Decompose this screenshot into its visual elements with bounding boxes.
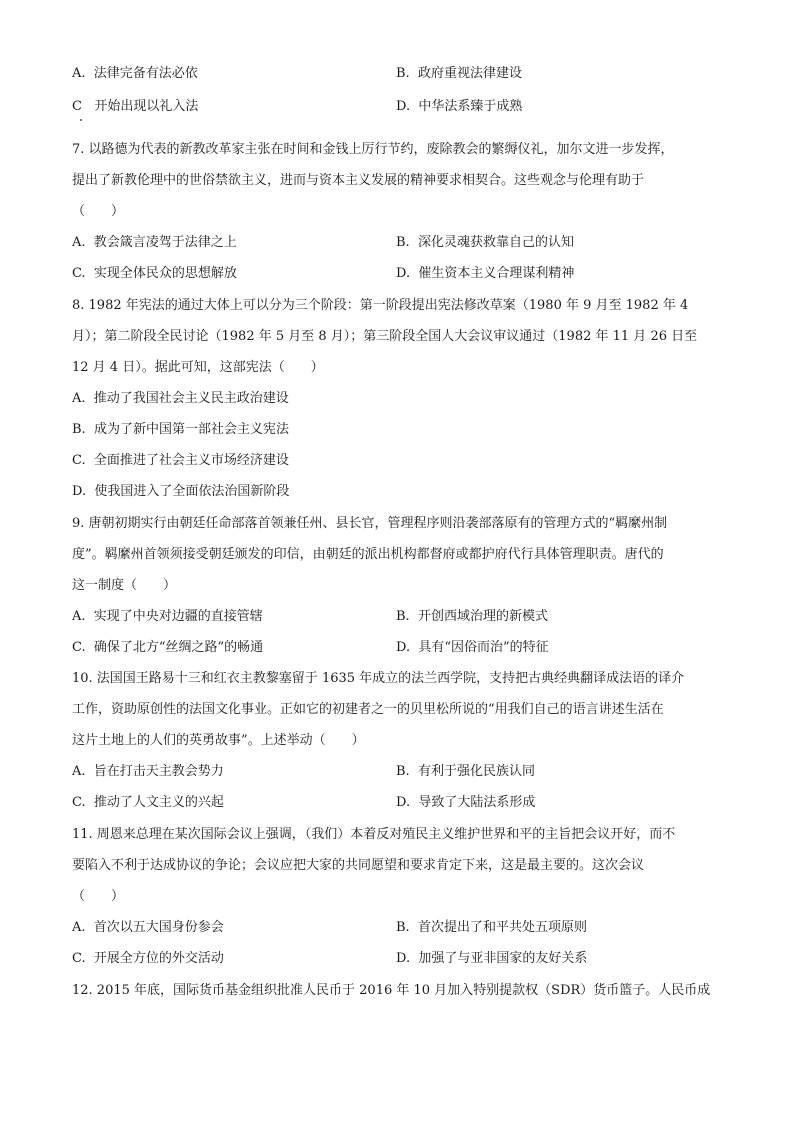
q8-option-c[interactable]: C. 全面推进了社会主义市场经济建设 <box>72 453 289 468</box>
q8-option-b[interactable]: B. 成为了新中国第一部社会主义宪法 <box>72 422 289 437</box>
q9-stem-line-2: 度”。羁縻州首领须接受朝廷颁发的印信，由朝廷的派出机构都督府或都护府代行具体管理职责。唐代的 <box>72 547 664 562</box>
q7-stem-line-2: 提出了新教伦理中的世俗禁欲主义，进而与资本主义发展的精神要求相契合。这些观念与伦理有助于 <box>72 173 645 188</box>
q9-stem-line-1: 9. 唐朝初期实行由朝廷任命部落首领兼任州、县长官，管理程序则沿袭部落原有的管理方式的“羁縻州制 <box>72 516 668 531</box>
q11-option-c[interactable]: C. 开展全方位的外交活动 <box>72 951 224 966</box>
q12-stem-line-1: 12. 2015 年底，国际货币基金组织批准人民币于 2016 年 10 月加入特别提款权（SDR）货币篮子。人民币成 <box>72 983 711 998</box>
q11-option-a[interactable]: A. 首次以五大国身份参会 <box>72 920 224 935</box>
q11-option-d[interactable]: D. 加强了与亚非国家的友好关系 <box>396 951 588 966</box>
q9-option-b[interactable]: B. 开创西域治理的新模式 <box>396 609 548 624</box>
q9-option-a[interactable]: A. 实现了中央对边疆的直接管辖 <box>72 609 263 624</box>
q9-option-c[interactable]: C. 确保了北方“丝绸之路”的畅通 <box>72 640 264 655</box>
q8-stem-line-1: 8. 1982 年宪法的通过大体上可以分为三个阶段：第一阶段提出宪法修改草案（1980 年 9 月至 1982 年 4 <box>72 298 689 313</box>
q8-option-d[interactable]: D. 使我国进入了全面依法治国新阶段 <box>72 484 290 499</box>
q9-option-d[interactable]: D. 具有“因俗而治”的特征 <box>396 640 549 655</box>
q6-option-a[interactable]: A. 法律完备有法必依 <box>72 66 198 81</box>
q6-option-b[interactable]: B. 政府重视法律建设 <box>396 66 522 81</box>
q8-option-a[interactable]: A. 推动了我国社会主义民主政治建设 <box>72 391 289 406</box>
q10-stem-line-1: 10. 法国国王路易十三和红衣主教黎塞留于 1635 年成立的法兰西学院，支持把古典经典翻译成法语的译介 <box>72 671 685 686</box>
q10-option-a[interactable]: A. 旨在打击天主教会势力 <box>72 764 224 779</box>
q11-stem-line-1: 11. 周恩来总理在某次国际会议上强调，（我们）本着反对殖民主义维护世界和平的主旨把会议开好，而不 <box>72 827 676 842</box>
q10-stem-line-3: 这片土地上的人们的英勇故事”。上述举动（ ） <box>72 733 365 748</box>
q11-stem-line-2: 要陷入不利于达成协议的争论；会议应把大家的共同愿望和要求肯定下来，这是最主要的。这次会议 <box>72 858 645 873</box>
q11-stem-line-3: （ ） <box>72 889 125 904</box>
q7-option-a[interactable]: A. 教会箴言凌驾于法律之上 <box>72 235 237 250</box>
q7-stem-line-3: （ ） <box>72 204 125 219</box>
q8-stem-line-2: 月）；第二阶段全民讨论（1982 年 5 月至 8 月）；第三阶段全国人大会议审议通过（1982 年 11 月 26 日至 <box>72 329 698 344</box>
q10-option-d[interactable]: D. 导致了大陆法系形成 <box>396 795 536 810</box>
q7-option-b[interactable]: B. 深化灵魂获救靠自己的认知 <box>396 235 574 250</box>
q6-option-c[interactable]: C 开始出现以礼入法 <box>72 99 199 114</box>
q7-option-c[interactable]: C. 实现全体民众的思想解放 <box>72 266 237 281</box>
q10-option-b[interactable]: B. 有利于强化民族认同 <box>396 764 535 779</box>
q10-stem-line-2: 工作，资助原创性的法国文化事业。正如它的初建者之一的贝里松所说的“用我们自己的语言讲述生活在 <box>72 702 664 717</box>
q10-option-c[interactable]: C. 推动了人文主义的兴起 <box>72 795 224 810</box>
stray-dot <box>80 119 82 121</box>
q6-option-d[interactable]: D. 中华法系臻于成熟 <box>396 99 523 114</box>
q7-stem-line-1: 7. 以路德为代表的新教改革家主张在时间和金钱上厉行节约，废除教会的繁缛仪礼，加尔文进一步发挥， <box>72 142 674 157</box>
q11-option-b[interactable]: B. 首次提出了和平共处五项原则 <box>396 920 587 935</box>
q9-stem-line-3: 这一制度（ ） <box>72 578 177 593</box>
q8-stem-line-3: 12 月 4 日）。据此可知，这部宪法（ ） <box>72 360 324 375</box>
q7-option-d[interactable]: D. 催生资本主义合理谋利精神 <box>396 266 575 281</box>
